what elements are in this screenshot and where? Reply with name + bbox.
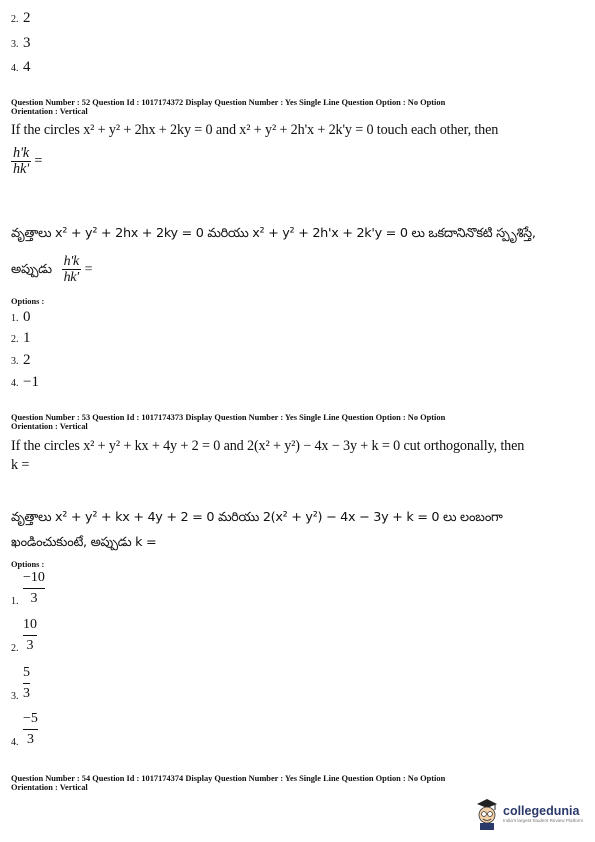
q53-option-2-fraction: 10 3 [23,617,37,653]
q52-fraction-row: $\frac{h'k}{hk'}$ = [13,145,43,177]
q53-option-1[interactable]: 1. −10 3 [11,570,45,607]
q52-fraction: $\frac{h'k}{hk'}$ [13,145,29,177]
q53-option-3[interactable]: 3. 5 3 [11,665,30,702]
q53-orientation: Orientation : Vertical [11,422,88,431]
q53-option-4-fraction: −5 3 [23,711,38,747]
q53-english-text-2: k = [11,457,30,473]
q52-option-2[interactable]: 2. 1 [11,330,31,346]
q52-english-text: If the circles x² + y² + 2hx + 2ky = 0 and x² + y² + 2h'x + 2k'y = 0 touch each other, then [11,122,499,138]
q52-telugu-fraction: $\frac{h'k}{hk'}$ [63,254,79,285]
q54-header: Question Number : 54 Question Id : 1017174374 Display Question Number : Yes Single Line Question Option : No Option [11,774,446,783]
logo-tagline: India's largest Student Review Platform [503,818,584,823]
mascot-icon [474,798,500,830]
q53-option-3-fraction: 5 3 [23,665,30,701]
q52-telugu-text: వృత్తాలు x² + y² + 2hx + 2ky = 0 మరియు x² + y² + 2h'x + 2k'y = 0 లు ఒకదానినొకటి స్పృశిస్తే, [11,226,536,241]
q53-option-4[interactable]: 4. −5 3 [11,711,38,748]
q53-telugu-text: వృత్తాలు x² + y² + kx + 4y + 2 = 0 మరియు 2(x² + y²) − 4x − 3y + k = 0 లు లంబంగా [11,510,503,525]
q53-options-label: Options : [11,560,45,569]
q52-option-3[interactable]: 3. 2 [11,352,31,368]
q53-english-text: If the circles x² + y² + kx + 4y + 2 = 0 and 2(x² + y²) − 4x − 3y + k = 0 cut orthogonally, then [11,438,525,454]
q53-option-2[interactable]: 2. 10 3 [11,617,37,654]
q52-option-4[interactable]: 4. −1 [11,374,39,390]
q52-option-1[interactable]: 1. 0 [11,309,31,325]
q52-telugu-fraction-row: అప్పుడు $\frac{h'k}{hk'}$ = [11,254,93,285]
q53-header: Question Number : 53 Question Id : 1017174373 Display Question Number : Yes Single Line Question Option : No Option [11,413,446,422]
q54-orientation: Orientation : Vertical [11,783,88,792]
prev-option-4[interactable]: 4. 4 [11,59,31,75]
q52-orientation: Orientation : Vertical [11,107,88,116]
collegedunia-logo [474,798,583,830]
logo-brand: collegedunia [503,804,580,818]
q52-header: Question Number : 52 Question Id : 1017174372 Display Question Number : Yes Single Line Question Option : No Option [11,98,446,107]
q53-telugu-text-2: ఖండించుకుంటే, అప్పుడు k = [11,535,157,550]
prev-option-3[interactable]: 3. 3 [11,35,31,51]
q52-options-label: Options : [11,297,45,306]
prev-option-2[interactable]: 2. 2 [11,10,31,26]
q53-option-1-fraction: −10 3 [23,570,45,606]
